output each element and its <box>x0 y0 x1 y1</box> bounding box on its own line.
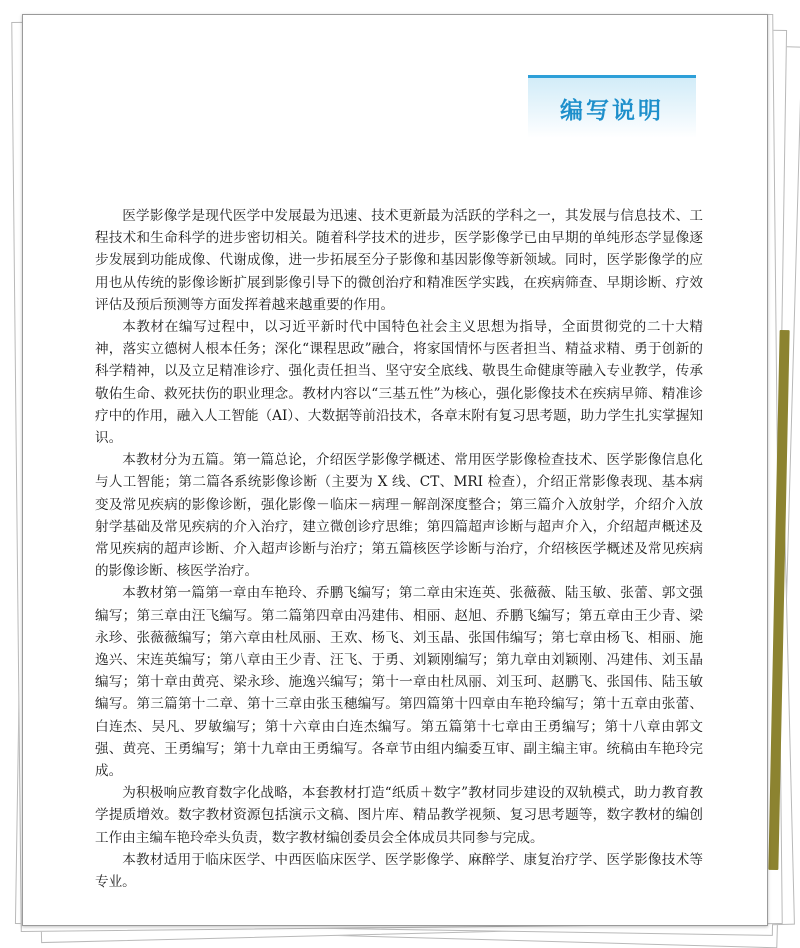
paragraph-guiding-principles: 本教材在编写过程中，以习近平新时代中国特色社会主义思想为指导，全面贯彻党的二十大精神，落实立德树人根本任务；深化“课程思政”融合，将家国情怀与医者担当、精益求精、勇于创新的科学精神，以及立足精准诊疗、强化责任担当、坚守安全底线、敬畏生命健康等融入专业教学，传承敬佑生命、救死扶伤的职业理念。教材内容以“三基五性”为核心，强化影像技术在疾病早筛、精准诊疗中的作用，融入人工智能（AI）、大数据等前沿技术，各章末附有复习思考题，助力学生扎实掌握知识。 <box>95 319 703 447</box>
heading-banner <box>528 75 696 138</box>
paragraph-intro: 医学影像学是现代医学中发展最为迅速、技术更新最为活跃的学科之一，其发展与信息技术、工程技术和生命科学的进步密切相关。随着科学技术的进步，医学影像学已由早期的单纯形态学显像逐步发展到功能成像、代谢成像，进一步拓展至分子影像和基因影像等新领域。同时，医学影像学的应用也从传统的影像诊断扩展到影像引导下的微创治疗和精准医学实践，在疾病筛查、早期诊断、疗效评估及预后预测等方面发挥着越来越重要的作用。 <box>95 208 703 313</box>
paragraph-structure: 本教材分为五篇。第一篇总论，介绍医学影像学概述、常用医学影像检查技术、医学影像信息化与人工智能；第二篇各系统影像诊断（主要为 X 线、CT、MRI 检查），介绍正常影像表现、基本病变及常见疾病的影像诊断，强化影像－临床－病理－解剖深度整合；第三篇介入放射学，介绍介入放射学基础及常见疾病的介入治疗，建立微创诊疗思维；第四篇超声诊断与超声介入，介绍超声概述及常见疾病的超声诊断、介入超声诊断与治疗；第五篇核医学诊断与治疗，介绍核医学概述及常见疾病的影像诊断、核医学治疗。 <box>95 452 703 580</box>
document-body <box>95 205 703 893</box>
document-page <box>22 14 768 926</box>
page-title: 编写说明 <box>560 98 664 124</box>
paragraph-audience: 本教材适用于临床医学、中西医临床医学、医学影像学、麻醉学、康复治疗学、医学影像技术等专业。 <box>95 851 703 891</box>
paragraph-authors: 本教材第一篇第一章由车艳玲、乔鹏飞编写；第二章由宋连英、张薇薇、陆玉敏、张蕾、郭文强编写；第三章由汪飞编写。第二篇第四章由冯建伟、相丽、赵旭、乔鹏飞编写；第五章由王少青、梁永珍、张薇薇编写；第六章由杜凤丽、王欢、杨飞、刘玉晶、张国伟编写；第七章由杨飞、相丽、施逸兴、宋连英编写；第八章由王少青、汪飞、于勇、刘颖刚编写；第九章由刘颖刚、冯建伟、刘玉晶编写；第十章由黄亮、梁永珍、施逸兴编写；第十一章由杜凤丽、刘玉珂、赵鹏飞、张国伟、陆玉敏编写。第三篇第十二章、第十三章由张玉穗编写。第四篇第十四章由车艳玲编写；第十五章由张蕾、白连杰、吴凡、罗敏编写；第十六章由白连杰编写。第五篇第十七章由王勇编写；第十八章由郭文强、黄亮、王勇编写；第十九章由王勇编写。各章节由组内编委互审、副主编主审。统稿由车艳玲完成。 <box>95 585 703 780</box>
paragraph-digital-resources: 为积极响应教育数字化战略，本套教材打造“纸质＋数字”教材同步建设的双轨模式，助力教育教学提质增效。数字教材资源包括演示文稿、图片库、精品教学视频、复习思考题等，数字教材的编创工作由主编车艳玲牵头负责，数字教材编创委员会全体成员共同参与完成。 <box>95 785 703 846</box>
